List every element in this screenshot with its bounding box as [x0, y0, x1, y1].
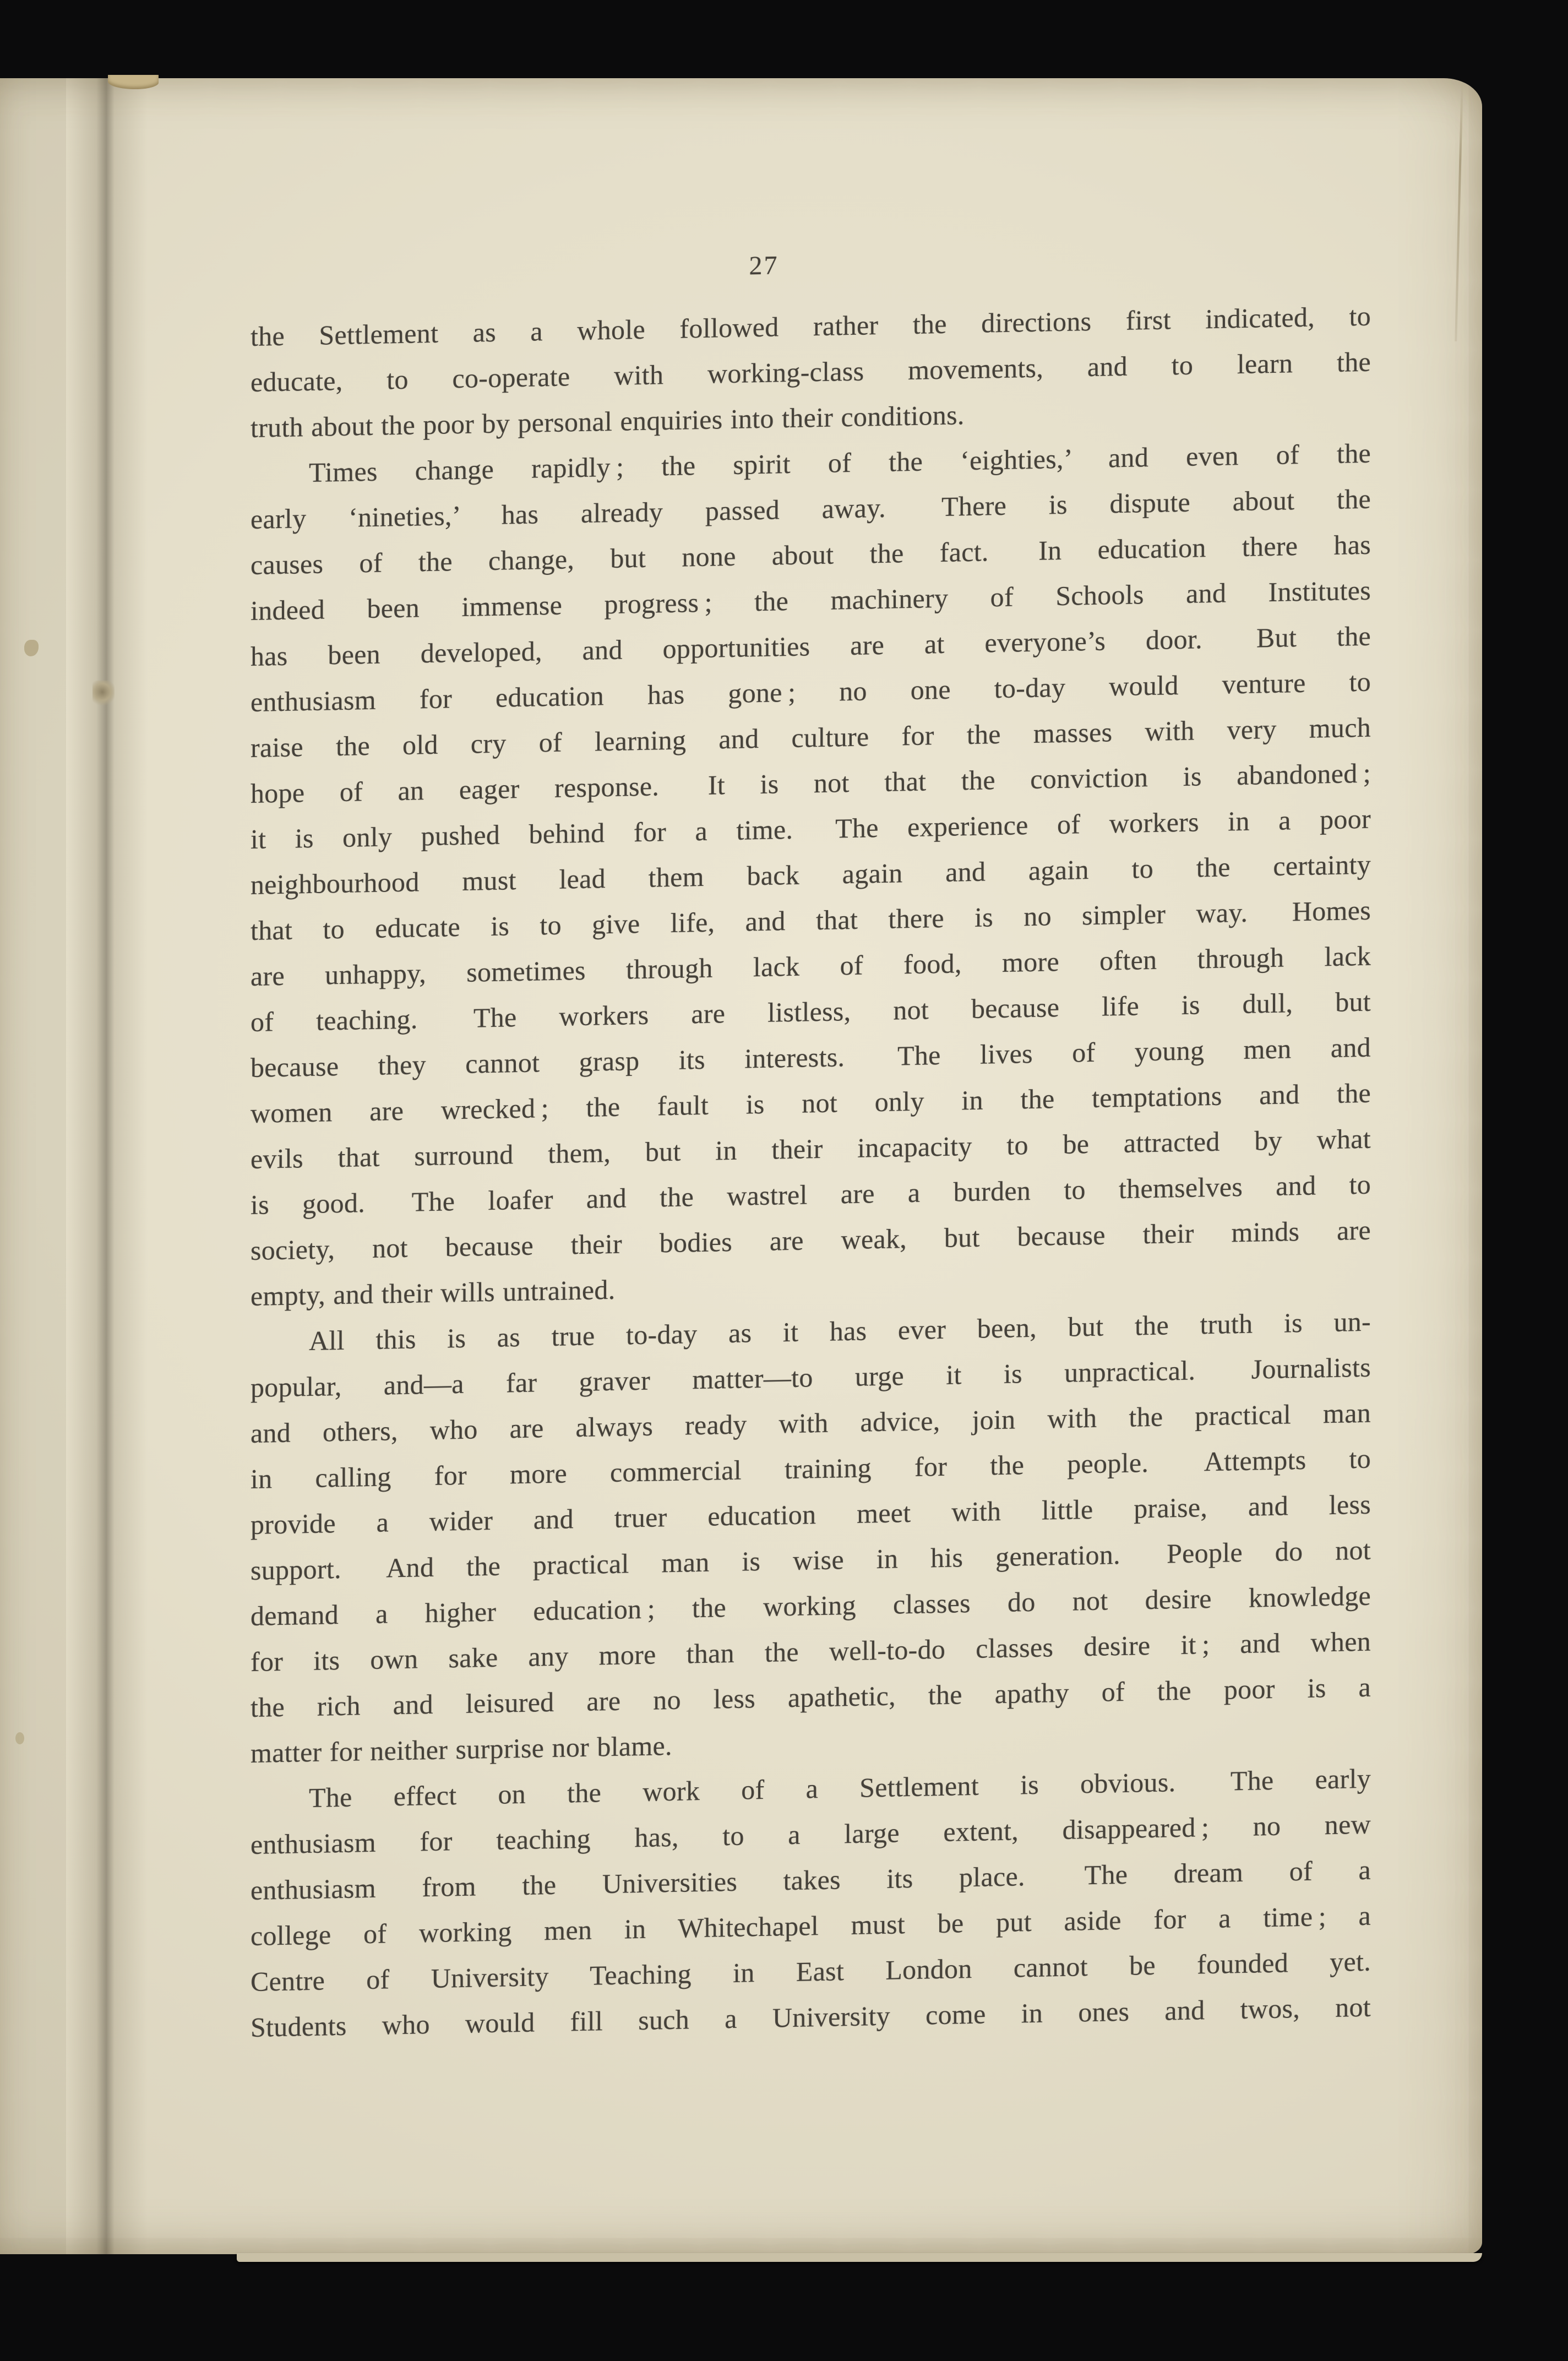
- page-number: 27: [749, 251, 779, 281]
- text-line: enthusiasm for education has gone ; no one to-day would venture to: [251, 666, 1371, 717]
- text-line: college of working men in Whitechapel must be put aside for a time ; a: [251, 1900, 1371, 1951]
- text-line: it is only pushed behind for a time. The experience of workers in a poor: [251, 803, 1371, 855]
- text-line: of teaching. The workers are listless, not because life is dull, but: [251, 986, 1371, 1037]
- text-line: All this is as true to-day as it has ever been, but the truth is un-: [309, 1305, 1371, 1357]
- text-line: Times change rapidly ; the spirit of the ‘eighties,’ and even of the: [309, 437, 1371, 488]
- under-page-edge: [237, 2253, 1482, 2262]
- text-line: educate, to co-operate with working-class movements, and to learn the: [251, 346, 1371, 398]
- text-line: raise the old cry of learning and culture for the masses with very much: [251, 711, 1371, 763]
- text-line: truth about the poor by personal enquiries into their conditions.: [251, 399, 965, 443]
- text-line: that to educate is to give life, and that there is no simpler way. Homes: [251, 894, 1371, 946]
- text-line: neighbourhood must lead them back again and again to the certainty: [251, 848, 1371, 900]
- text-line: is good. The loafer and the wastrel are a burden to themselves and to: [251, 1168, 1371, 1220]
- paper-speck: [15, 1732, 24, 1744]
- text-line: are unhappy, sometimes through lack of food, more often through lack: [251, 940, 1371, 992]
- page-edge-line: [1455, 83, 1463, 341]
- paragraph: [251, 1299, 1371, 1776]
- text-line: in calling for more commercial training for the people. Attempts to: [251, 1443, 1371, 1494]
- text-line: matter for neither surprise nor blame.: [251, 1729, 672, 1769]
- text-line: hope of an eager response. It is not that the conviction is abandoned ;: [251, 757, 1371, 809]
- gutter-crease: [65, 78, 148, 2254]
- text-line: popular, and—a far graver matter—to urge it is unpractical. Journalists: [251, 1351, 1371, 1403]
- text-line: enthusiasm for teaching has, to a large extent, disappeared ; no new: [251, 1808, 1371, 1860]
- book-page: [0, 78, 1482, 2254]
- text-line: evils that surround them, but in their incapacity to be attracted by what: [251, 1123, 1371, 1174]
- text-line: Centre of University Teaching in East London cannot be founded yet.: [251, 1945, 1371, 1997]
- text-line: the rich and leisured are no less apathetic, the apathy of the poor is a: [251, 1671, 1371, 1723]
- paragraph: [251, 293, 1371, 451]
- page-content: [251, 232, 1371, 2050]
- text-line: demand a higher education ; the working classes do not desire knowledge: [251, 1580, 1371, 1631]
- text-line: has been developed, and opportunities are at everyone’s door. But the: [251, 620, 1371, 672]
- text-line: because they cannot grasp its interests. The lives of young men and: [251, 1031, 1371, 1083]
- text-line: causes of the change, but none about the fact. In education there has: [251, 529, 1371, 580]
- facing-page-strip: [0, 78, 66, 2254]
- paragraph: [251, 431, 1371, 1319]
- text-line: empty, and their wills untrained.: [251, 1274, 616, 1312]
- text-line: support. And the practical man is wise in his generation. People do not: [251, 1534, 1371, 1586]
- text-line: women are wrecked ; the fault is not only in the temptations and the: [251, 1077, 1371, 1129]
- text-line: Students who would fill such a University come in ones and twos, not: [251, 1991, 1371, 2043]
- text-line: and others, who are always ready with advice, join with the practical man: [251, 1397, 1371, 1449]
- binding-thread: [92, 681, 115, 706]
- text-line: indeed been immense progress ; the machinery of Schools and Institutes: [251, 574, 1371, 626]
- paragraph: [251, 1756, 1371, 2050]
- text-block: [251, 293, 1371, 2050]
- text-line: early ‘nineties,’ has already passed away. There is dispute about the: [251, 483, 1371, 535]
- text-line: The effect on the work of a Settlement is obvious. The early: [309, 1762, 1371, 1814]
- text-line: for its own sake any more than the well-to-do classes desire it ; and when: [251, 1625, 1371, 1677]
- text-line: society, not because their bodies are weak, but because their minds are: [251, 1214, 1371, 1266]
- text-line: enthusiasm from the Universities takes its place. The dream of a: [251, 1854, 1371, 1906]
- text-line: provide a wider and truer education meet with little praise, and less: [251, 1488, 1371, 1540]
- text-line: the Settlement as a whole followed rather the directions first indicated, to: [251, 300, 1371, 352]
